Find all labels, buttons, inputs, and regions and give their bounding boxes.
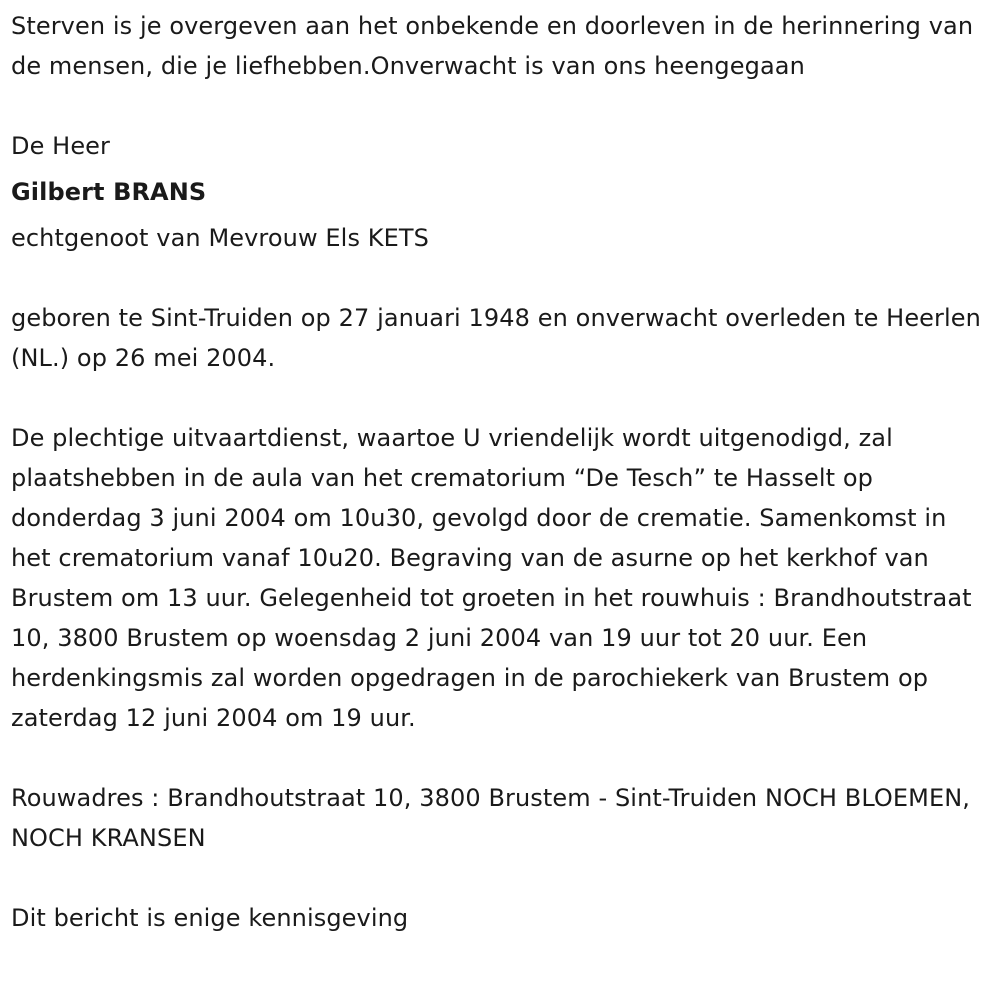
intro-text: Sterven is je overgeven aan het onbekende en doorleven in de herinnering van de mensen, die je liefhebben.Onverwacht is van ons heengegaan [11,12,974,80]
closing-text: Dit bericht is enige kennisgeving [11,904,409,932]
spacer [11,86,986,126]
spouse-line: echtgenoot van Mevrouw Els KETS [11,224,429,252]
spacer [11,858,986,898]
address-text: Rouwadres : Brandhoutstraat 10, 3800 Brustem - Sint-Truiden NOCH BLOEMEN, NOCH KRANSEN [11,784,971,852]
death-notice [11,6,986,938]
deceased-name: Gilbert BRANS [11,178,207,206]
spacer [11,738,986,778]
birth-death-text: geboren te Sint-Truiden op 27 januari 1948 en onverwacht overleden te Heerlen (NL.) op 26 mei 2004. [11,304,981,372]
spacer [11,378,986,418]
spacer [11,258,986,298]
salutation: De Heer [11,132,111,160]
ceremony-text: De plechtige uitvaartdienst, waartoe U vriendelijk wordt uitgenodigd, zal plaatshebben in de aula van het crematorium “De Tesch” te Hasselt op donderdag 3 juni 2004 om 10u30, gevolgd door de crematie. Samenkomst in het crematorium vanaf 10u20. Begraving van de asurne op het kerkhof van Brustem om 13 uur. Gelegenheid tot groeten in het rouwhuis : Brandhoutstraat 10, 3800 Brustem op woensdag 2 juni 2004 van 19 uur tot 20 uur. Een herdenkingsmis zal worden opgedragen in de parochiekerk van Brustem op zaterdag 12 juni 2004 om 19 uur. [11,424,972,732]
